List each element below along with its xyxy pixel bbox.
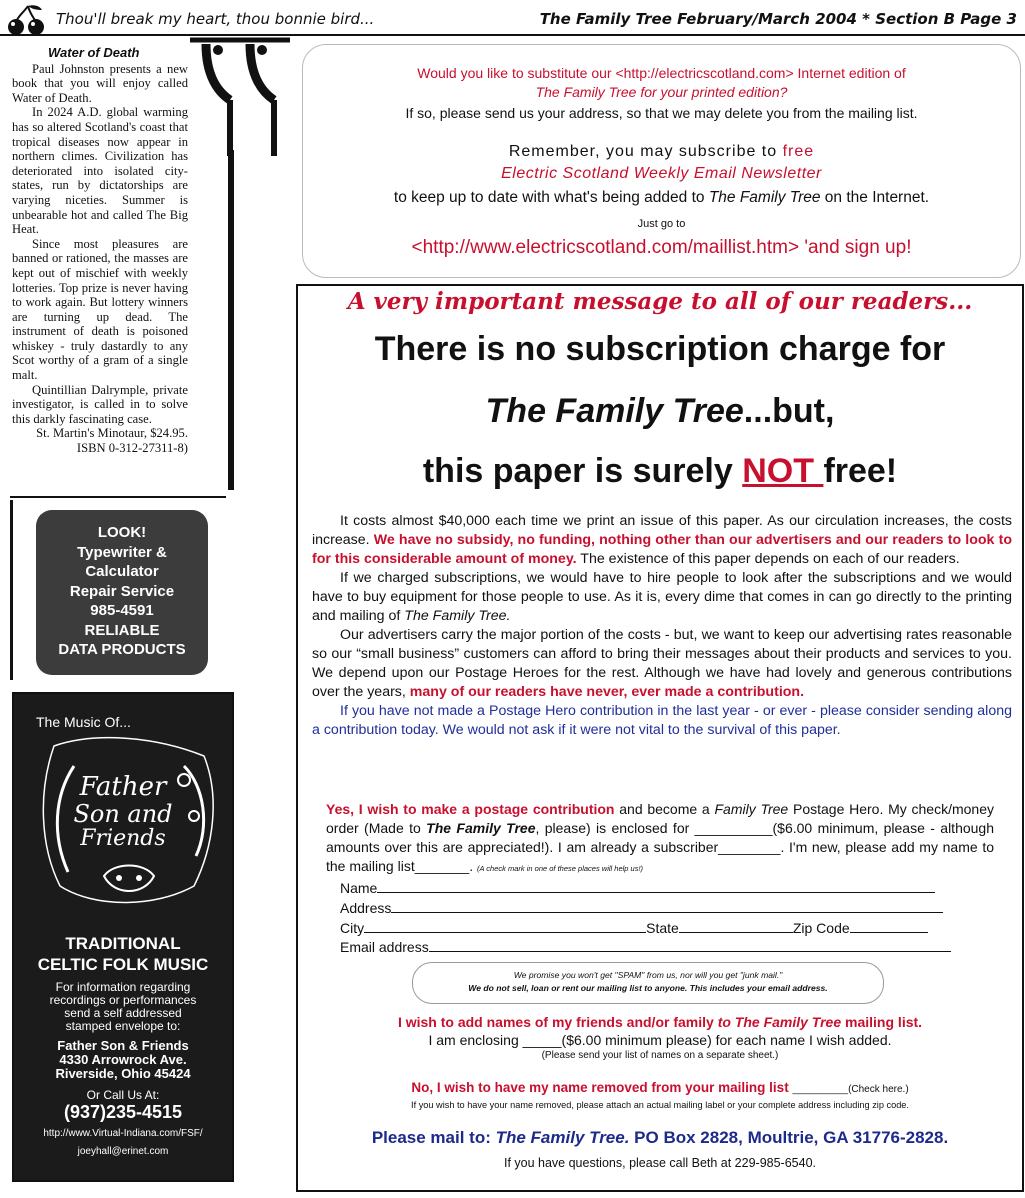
contribution-notice <box>296 284 1024 1192</box>
newsletter-line <box>303 189 1020 207</box>
notice-paragraph <box>312 569 1012 626</box>
column-rule <box>10 500 13 680</box>
remove-heading: No, I wish to have my name removed from your mailing list <box>411 1080 789 1095</box>
ad-address: Father Son & Friends <box>57 1038 189 1053</box>
book-paragraph: Since most pleasures are banned or rationed, the masses are kept out of mischief with weekly lotteries. Top prize is never having to work again. But lottery winners are turning up dead. The instrument of death is poisoned whiskey - truly dastardly to any Scot worthy of a gram of a single malt. <box>12 236 188 383</box>
form-yes-heading: Yes, I wish to make a postage contribution <box>326 801 615 817</box>
notice-text: free! <box>823 452 898 490</box>
notice-body <box>312 512 1012 740</box>
logo-line: Father <box>79 772 167 802</box>
ad-info: stamped envelope to: <box>65 1019 181 1033</box>
form-text: , please) is enclosed for __________($6.00 minimum, please - although amounts over this are appreciated!). I am already a subscriber________. I'm new, please add my name to the mailing list_______. <box>326 820 994 874</box>
newsletter-line: Just go to <box>637 218 686 230</box>
newsletter-line <box>303 143 1020 161</box>
ad-call: Or Call Us At: <box>86 1088 160 1102</box>
newsletter-text: to keep up to date with what's being added to <box>393 189 709 206</box>
notice-text: If we charged subscriptions, we would have to hire people to look after the subscriptions and we would have to buy equipment for those people to use. As it is, every dime that comes in can go directly to the printing and mailing of <box>312 570 1012 624</box>
questions-line: If you have questions, please call Beth at 229-985-6540. <box>503 1156 817 1170</box>
cherries-icon <box>4 4 48 36</box>
newsletter-free: free <box>782 143 815 160</box>
ad-line: Typewriter & <box>77 543 167 561</box>
celtic-music-ad <box>12 692 234 1182</box>
newsletter-box <box>302 44 1021 278</box>
enclose-line: I am enclosing _____($6.00 minimum please) for each name I wish added. <box>428 1032 892 1048</box>
form-text: and become a <box>614 801 715 817</box>
form-text: Please mail to: <box>371 1128 496 1147</box>
ad-info: recordings or performances <box>49 993 197 1007</box>
ornament-icon <box>188 36 292 156</box>
newsletter-text: Remember, you may subscribe to <box>508 143 783 160</box>
spam-line: We do not sell, loan or rent our mailing list to anyone. This includes your email address. <box>468 983 828 993</box>
logo-line: Friends <box>80 826 166 851</box>
email-field[interactable] <box>340 937 951 955</box>
ad-email-link[interactable]: joeyhall@erinet.com <box>77 1146 169 1157</box>
form-text: Postage Hero. My check/money order (Made to <box>326 801 995 836</box>
ad-line: DATA PRODUCTS <box>58 641 186 658</box>
ad-phone: (937)235-4515 <box>63 1102 183 1122</box>
form-text: I wish to add names of my friends and/or family <box>397 1014 718 1030</box>
remove-line <box>298 1080 1022 1095</box>
notice-text: Our advertisers carry the major portion of the costs - but, we want to keep our advertising rates reasonable so our “small business” customers can afford to bring their messages about their products and services to you. We depend upon our Postage Heroes for the rest. Although we have had lovely and generous contributions over the years, <box>312 627 1012 700</box>
form-label: City <box>340 920 365 936</box>
logo-line: Son and <box>73 800 173 828</box>
newsletter-line: If so, please send us your address, so that we may delete you from the mailing list. <box>405 105 918 121</box>
notice-text: The existence of this paper depends on each of our readers. <box>576 551 960 567</box>
newsletter-line: Would you like to substitute our <http://electricscotland.com> Internet edition of <box>417 65 906 81</box>
page-header <box>0 0 1025 36</box>
ad-intro: The Music Of... <box>36 714 131 730</box>
form-text: The Family Tree. <box>495 1128 630 1147</box>
form-text: to The Family Tree <box>717 1014 842 1030</box>
ad-phone: 985-4591 <box>90 602 154 619</box>
notice-paragraph: If you have not made a Postage Hero contribution in the last year - or ever - please consider sending along a contribution today. We would not ask if it were not vital to the survival of this paper. <box>312 703 1012 738</box>
notice-text: The Family Tree. <box>404 608 511 624</box>
ad-address: 4330 Arrowrock Ave. <box>59 1052 187 1067</box>
book-paragraph: In 2024 A.D. global warming has so altered Scotland's coast that tropical diseases now appear in northern climes. Civilization has deteriorated into isolated city-states, run by dictatorships are varying niceties. Summer is unbearable hot and called The Big Heat. <box>12 105 188 237</box>
form-text: The Family Tree <box>426 820 536 836</box>
ad-line: Calculator <box>85 563 159 580</box>
spam-line: We promise you won't get "SPAM" from us, nor will you get "junk mail." <box>513 970 783 980</box>
form-hint: (A check mark in one of these places will help us!) <box>477 864 644 873</box>
address-field[interactable] <box>340 898 943 916</box>
typewriter-ad <box>36 510 208 675</box>
column-rule <box>228 150 234 490</box>
ad-line: LOOK! <box>97 524 147 541</box>
book-paragraph: Paul Johnston presents a new book that you will enjoy called Water of Death. <box>12 61 188 105</box>
notice-headline <box>298 452 1022 491</box>
notice-emphasis: many of our readers have never, ever made a contribution. <box>409 684 805 700</box>
notice-not: NOT <box>742 452 824 490</box>
mail-to <box>298 1128 1022 1148</box>
ad-line: Repair Service <box>69 582 175 600</box>
spam-promise-box <box>412 962 884 1004</box>
notice-headline <box>298 392 1022 431</box>
notice-headline: There is no subscription charge for <box>374 330 946 368</box>
notice-paper-name: The Family Tree <box>485 392 744 430</box>
ad-heading: CELTIC FOLK MUSIC <box>37 955 209 974</box>
newsletter-text: on the Internet. <box>820 189 930 206</box>
notice-script-heading: A very important message to all of our readers... <box>347 288 973 315</box>
book-publisher: St. Martin's Minotaur, $24.95. ISBN 0-312-27311-8) <box>36 426 188 456</box>
notice-emphasis: We have no subsidy, no funding, nothing other than our advertisers and our readers to look to for this considerable amount of money. <box>312 532 1012 567</box>
ad-info: For information regarding <box>55 980 191 994</box>
newsletter-link[interactable]: <http://www.electricscotland.com/maillist.htm> 'and sign up! <box>411 237 912 258</box>
form-text: mailing list. <box>841 1014 923 1030</box>
remove-check[interactable]: __________(Check here.) <box>792 1084 909 1095</box>
form-label: Email address <box>340 939 429 955</box>
form-label: Name <box>340 880 378 896</box>
ad-web-link[interactable]: http://www.Virtual-Indiana.com/FSF/ <box>43 1128 203 1139</box>
city-state-zip-field[interactable] <box>340 918 928 936</box>
add-names-heading <box>298 1014 1022 1030</box>
ad-heading: TRADITIONAL <box>65 934 181 953</box>
ad-info: send a self addressed <box>64 1006 182 1020</box>
book-review <box>12 46 188 456</box>
notice-text: ...but, <box>743 392 835 430</box>
column-rule <box>10 496 226 498</box>
notice-text: this paper is surely <box>422 452 743 490</box>
notice-text: It costs almost $40,000 each time we print an issue of this paper. As our circulation increases, the costs increase. <box>312 513 1012 548</box>
form-label: Zip Code <box>792 920 850 936</box>
form-text: Family Tree <box>714 801 789 817</box>
ad-line: RELIABLE <box>84 621 160 639</box>
newsletter-name: Electric Scotland Weekly Email Newsletter <box>501 165 822 182</box>
notice-paragraph <box>312 512 1012 569</box>
form-text: PO Box 2828, Moultrie, GA 31776-2828. <box>629 1128 949 1147</box>
form-label: State <box>646 920 679 936</box>
form-label: Address <box>340 900 392 916</box>
contribution-form <box>326 800 994 878</box>
header-quote: Thou'll break my heart, thou bonnie bird... <box>56 10 375 28</box>
book-paragraph: Quintillian Dalrymple, private investigator, is called in to solve this darkly fascinating case. <box>12 382 188 426</box>
newsletter-line: The Family Tree for your printed edition? <box>535 84 788 100</box>
name-field[interactable] <box>340 878 935 896</box>
separate-sheet-note: (Please send your list of names on a separate sheet.) <box>541 1050 779 1061</box>
newsletter-text: The Family Tree <box>708 189 821 206</box>
header-issue: The Family Tree February/March 2004 * Section B Page 3 <box>539 10 1017 28</box>
notice-paragraph <box>312 626 1012 702</box>
book-title: Water of Death <box>48 45 140 60</box>
ad-address: Riverside, Ohio 45424 <box>55 1066 191 1081</box>
remove-note: If you wish to have your name removed, please attach an actual mailing label or your complete address including zip code. <box>411 1100 909 1110</box>
